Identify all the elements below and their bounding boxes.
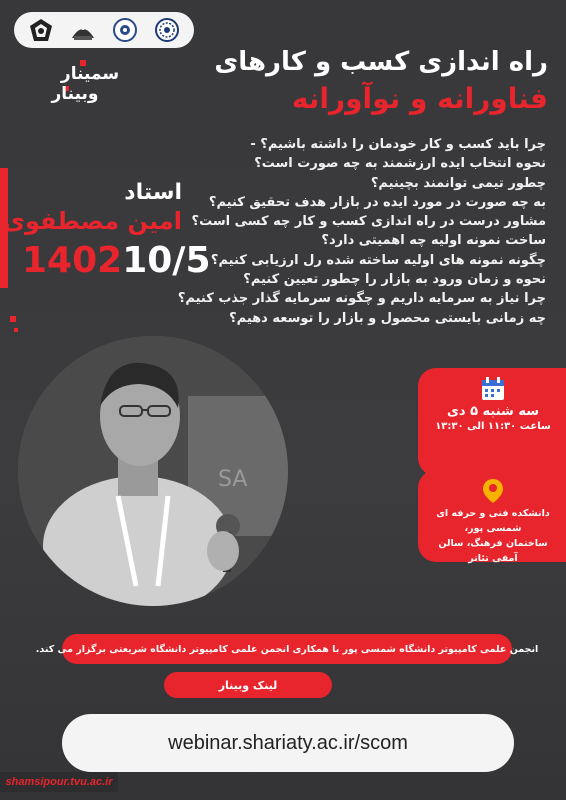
question-list: [177, 135, 546, 328]
watermark: [0, 772, 118, 792]
university-logo: [70, 17, 96, 43]
event-date: [22, 240, 211, 281]
question-item: نحوه انتخاب ایده ارزشمند به چه صورت است؟: [254, 156, 546, 172]
question-item: مشاور درست در راه اندازی کسب و کار چه کسی است؟: [191, 214, 546, 230]
event-title: [188, 46, 548, 116]
event-type: [20, 64, 160, 104]
webinar-link-button[interactable]: [164, 672, 332, 698]
title-line-1: راه اندازی کسب و کارهای: [214, 47, 548, 77]
question-item: به چه صورت در مورد ایده در بازار هدف تحقیق کنیم؟: [208, 194, 546, 210]
location-card: [418, 470, 566, 562]
presenter-title: استاد: [124, 180, 182, 205]
logo-bar: [14, 12, 194, 48]
decor-square: [14, 328, 18, 332]
presenter-name: امین مصطفوی: [2, 207, 182, 235]
question-item: چرا باید کسب و کار خودمان را داشته باشیم؟ -: [250, 137, 546, 152]
question-item: چه زمانی بایستی محصول و بازار را توسعه دهیم؟: [229, 310, 546, 326]
date-day-month: 10/5: [122, 240, 211, 281]
shamsipour-logo: [112, 17, 138, 43]
presenter-photo: [18, 336, 288, 606]
svg-text:SA: SA: [218, 467, 248, 492]
watermark-text: shamsipour.tvu.ac.ir: [5, 776, 113, 788]
title-line-2: فناورانه و نوآورانه: [291, 82, 548, 115]
location-line-2: ساختمان فرهنگ، سالن آمفی تئاتر: [438, 538, 548, 564]
question-item: چطور تیمی توانمند بچینیم؟: [370, 175, 546, 191]
emblem-logo: [28, 17, 54, 43]
seminar-label: سمینار: [60, 64, 120, 84]
calendar-icon: [480, 376, 506, 402]
organizer-text: انجمن علمی کامپیوتر دانشگاه شمسی پور با همکاری انجمن علمی کامپیوتر دانشگاه شریعتی برگزار می کند.: [35, 643, 539, 655]
webinar-link-label: لینک وبینار: [218, 678, 278, 692]
schedule-day: سه شنبه ۵ دی: [446, 404, 540, 419]
webinar-url-bar[interactable]: [62, 714, 514, 772]
presenter-block: [2, 180, 182, 235]
seal-logo: [154, 17, 180, 43]
schedule-card: [418, 368, 566, 476]
question-item: نحوه و زمان ورود به بازار را چطور تعیین کنیم؟: [243, 272, 546, 288]
webinar-label: وبینار: [51, 84, 99, 104]
date-year: 1402: [22, 240, 123, 281]
question-item: ساخت نمونه اولیه چه اهمیتی دارد؟: [321, 233, 546, 249]
decor-square: [10, 316, 16, 322]
location-pin-icon: [482, 478, 504, 504]
schedule-time: ساعت ۱۱:۳۰ الی ۱۳:۳۰: [435, 421, 551, 432]
webinar-url[interactable]: webinar.shariaty.ac.ir/scom: [168, 731, 408, 754]
question-item: چرا نیاز به سرمایه داریم و چگونه سرمایه گذار جذب کنیم؟: [177, 291, 546, 307]
location-line-1: دانشکده فنی و حرفه ای شمسی پور،: [436, 508, 550, 534]
question-item: چگونه نمونه های اولیه ساخته شده رل ارزیابی کنیم؟: [210, 252, 546, 268]
presenter-silhouette: [18, 336, 288, 606]
organizer-banner: [35, 634, 539, 664]
